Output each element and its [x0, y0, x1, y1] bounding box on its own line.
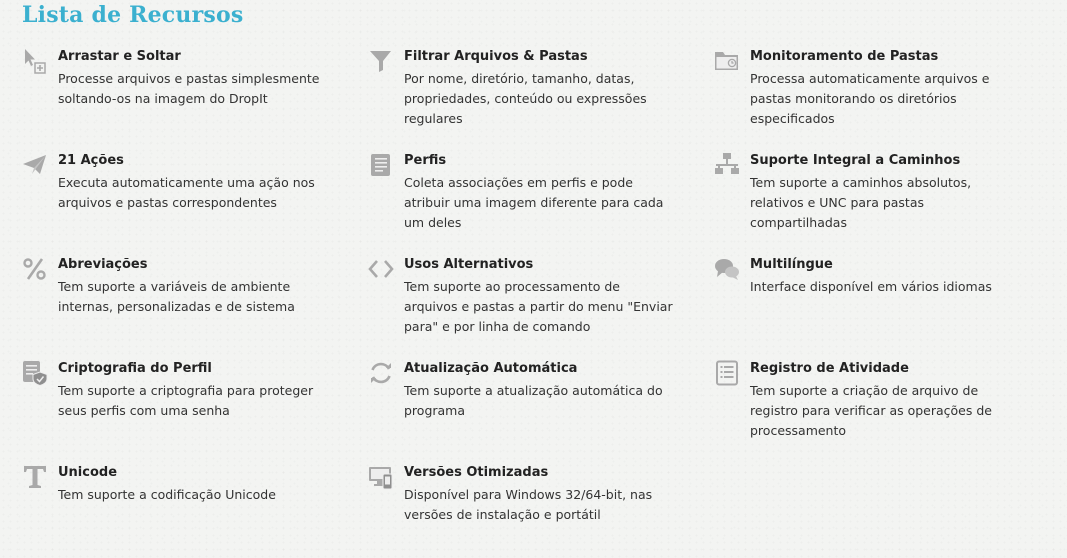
feature-title: Usos Alternativos [404, 257, 534, 272]
feature-description: Tem suporte a criptografia para proteger seus perfis com uma senha [58, 383, 314, 418]
feature-title: Abreviações [58, 257, 148, 272]
feature-title: Suporte Integral a Caminhos [750, 153, 961, 168]
notebook-icon [368, 152, 394, 178]
cursor-plus-icon [22, 48, 48, 74]
feature-title: Registro de Atividade [750, 361, 909, 376]
feature-title: Perfis [404, 153, 447, 168]
feature-description: Processa automaticamente arquivos e pastas monitorando os diretórios especificados [750, 71, 990, 126]
page-title: Lista de Recursos [22, 2, 244, 28]
funnel-icon [368, 48, 394, 74]
feature-title: Unicode [58, 465, 118, 480]
feature-title: Arrastar e Soltar [58, 49, 181, 64]
feature-title: Atualização Automática [404, 361, 578, 376]
folder-monitor-icon [714, 48, 740, 74]
feature-description: Tem suporte a variáveis de ambiente internas, personalizadas e de sistema [58, 279, 295, 314]
code-brackets-icon [368, 256, 394, 282]
feature-description: Tem suporte a criação de arquivo de registro para verificar as operações de processamento [750, 383, 992, 438]
chat-bubbles-icon [714, 256, 740, 282]
feature-title: 21 Ações [58, 153, 124, 168]
percent-icon [22, 256, 48, 282]
feature-description: Coleta associações em perfis e pode atribuir uma imagem diferente para cada um deles [404, 175, 664, 230]
feature-description: Tem suporte a atualização automática do programa [404, 383, 663, 418]
feature-description: Disponível para Windows 32/64-bit, nas versões de instalação e portátil [404, 487, 653, 522]
feature-title: Monitoramento de Pastas [750, 49, 939, 64]
feature-title: Multilíngue [750, 257, 833, 272]
letter-t-icon [22, 464, 48, 490]
feature-title: Filtrar Arquivos & Pastas [404, 49, 588, 64]
feature-description: Tem suporte a codificação Unicode [58, 487, 276, 502]
feature-description: Interface disponível em vários idiomas [750, 279, 992, 294]
log-list-icon [714, 360, 740, 386]
shield-list-icon [22, 360, 48, 386]
feature-description: Tem suporte ao processamento de arquivos e pastas a partir do menu "Enviar para" e por linha de comando [404, 279, 673, 334]
devices-icon [368, 464, 394, 490]
feature-title: Criptografia do Perfil [58, 361, 212, 376]
network-icon [714, 152, 740, 178]
feature-description: Por nome, diretório, tamanho, datas, propriedades, conteúdo ou expressões regulares [404, 71, 647, 126]
feature-title: Versões Otimizadas [404, 465, 549, 480]
refresh-icon [368, 360, 394, 386]
feature-description: Tem suporte a caminhos absolutos, relativos e UNC para pastas compartilhadas [750, 175, 972, 230]
paper-plane-icon [22, 152, 48, 178]
feature-description: Executa automaticamente uma ação nos arquivos e pastas correspondentes [58, 175, 315, 210]
feature-description: Processe arquivos e pastas simplesmente soltando-os na imagem do DropIt [58, 71, 320, 106]
